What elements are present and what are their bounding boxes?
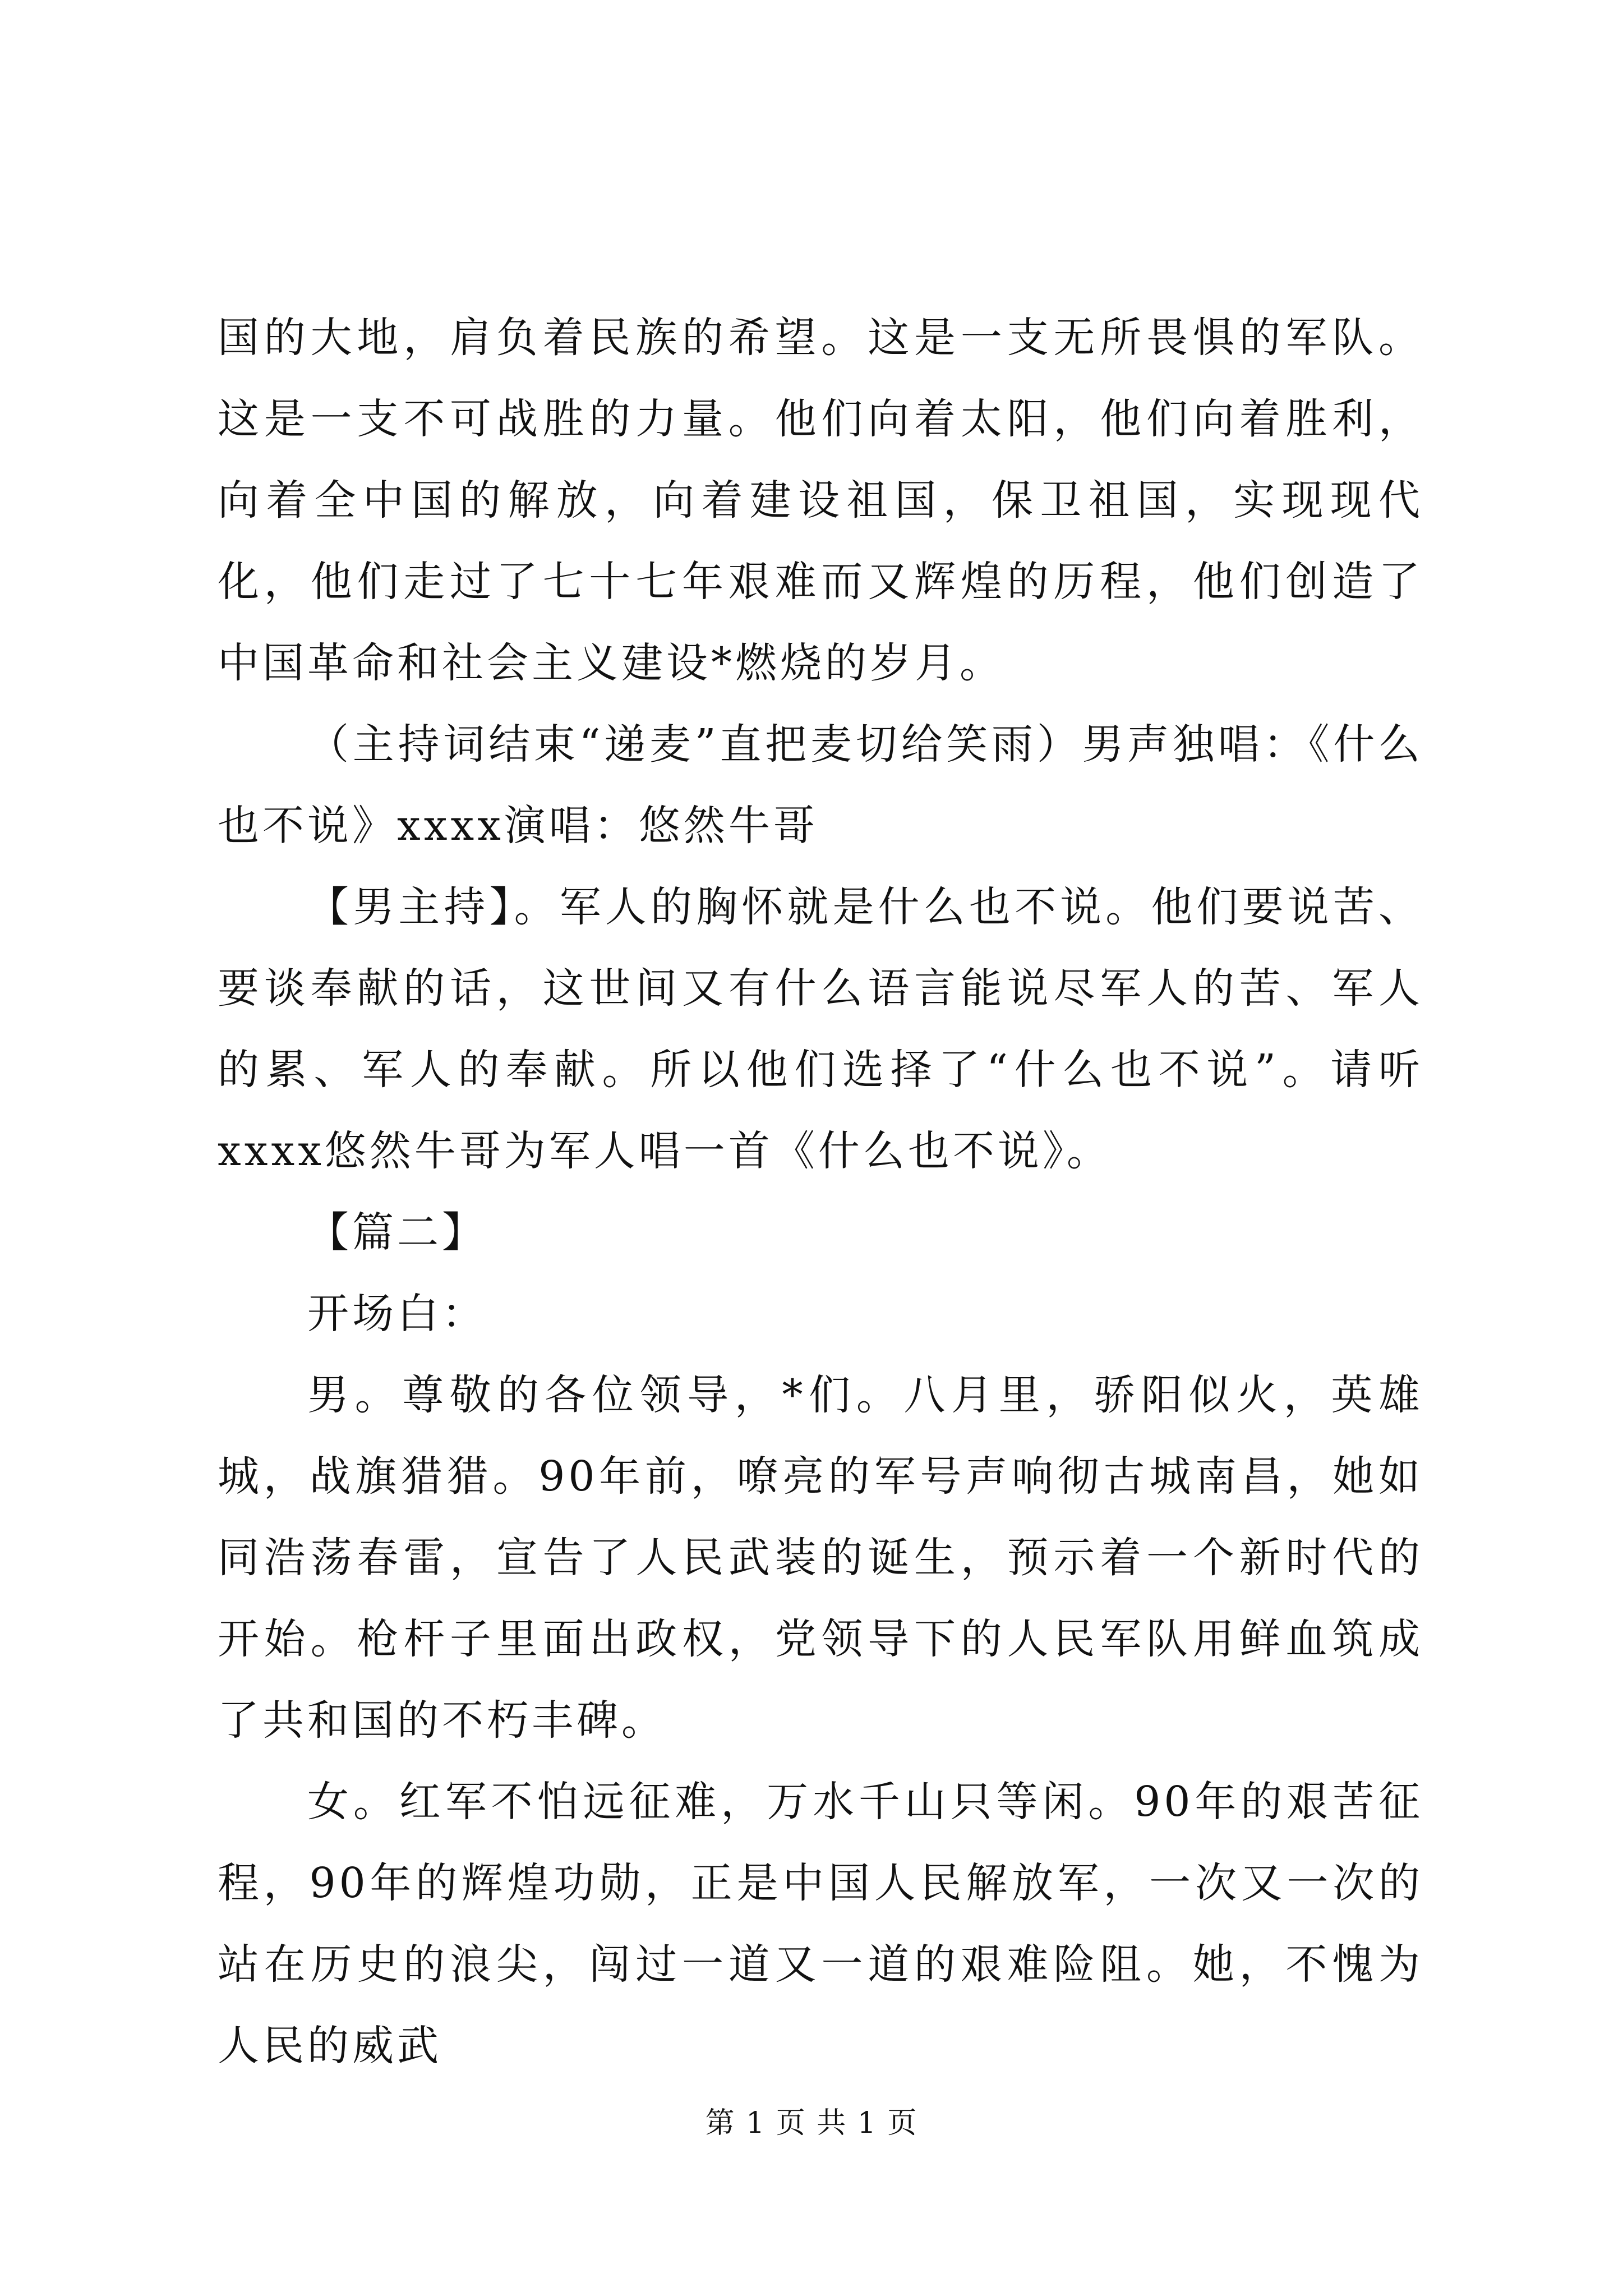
paragraph-male-host: 【男主持】。军人的胸怀就是什么也不说。他们要说苦、要谈奉献的话，这世间又有什么语言能说尽军人的苦、军人的累、军人的奉献。所以他们选择了“什么也不说”。请听xxxx悠然牛哥为军人唱一首《什么也不说》。 <box>218 883 1423 1175</box>
document-body <box>218 297 1423 2087</box>
section-heading: 【篇二】 <box>307 1208 487 1257</box>
paragraph-male-speech: 男。尊敬的各位领导，*们。八月里，骄阳似火，英雄城，战旗猎猎。90年前，嘹亮的军号声响彻古城南昌，她如同浩荡春雷，宣告了人民武装的诞生，预示着一个新时代的开始。枪杆子里面出政权，党领导下的人民军队用鲜血筑成了共和国的不朽丰碑。 <box>218 1371 1423 1745</box>
page-footer: 第 1 页 共 1 页 <box>705 2106 918 2140</box>
paragraph-stage-direction: （主持词结束“递麦”直把麦切给笑雨）男声独唱：《什么也不说》xxxx演唱：悠然牛哥 <box>218 720 1423 850</box>
paragraph-female-speech: 女。红军不怕远征难，万水千山只等闲。90年的艰苦征程，90年的辉煌功勋，正是中国人民解放军，一次又一次的站在历史的浪尖，闯过一道又一道的艰难险阻。她，不愧为人民的威武 <box>218 1778 1423 2070</box>
paragraph-continuation: 国的大地，肩负着民族的希望。这是一支无所畏惧的军队。这是一支不可战胜的力量。他们向着太阳，他们向着胜利，向着全中国的解放，向着建设祖国，保卫祖国，实现现代化，他们走过了七十七年艰难而又辉煌的历程，他们创造了中国革命和社会主义建设*燃烧的岁月。 <box>218 314 1423 687</box>
opening-heading: 开场白： <box>307 1290 487 1338</box>
